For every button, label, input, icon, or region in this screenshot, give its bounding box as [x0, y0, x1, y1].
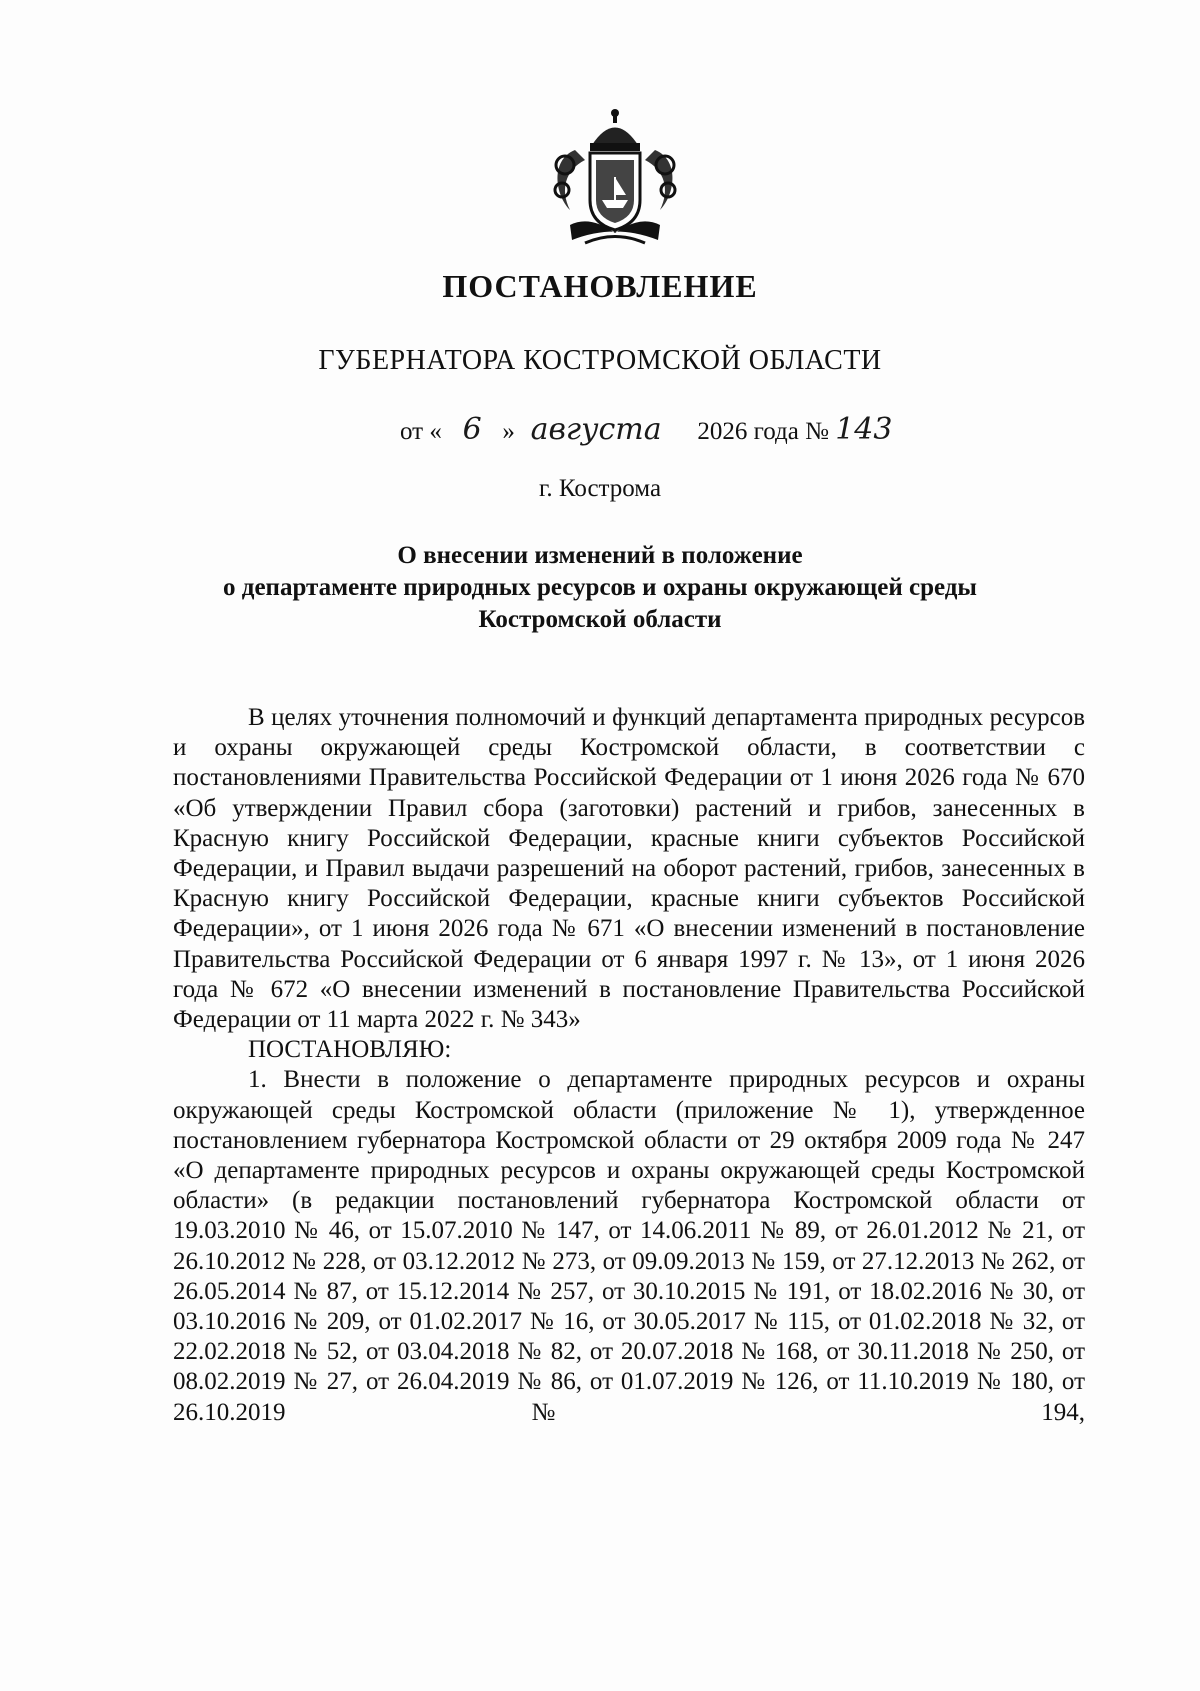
date-line [400, 412, 892, 447]
document-title: ПОСТАНОВЛЕНИЕ [442, 268, 758, 304]
item-1-paragraph: 1. Внести в положение о департаменте природных ресурсов и охраны окружающей среды Костромской области (приложение № 1), утвержденное постановлением губернатора Костромской области от 29 октября 2009 года № 247 «О департаменте природных ресурсов и охраны окружающей среды Костромской области» (в редакции постановлений губернатора Костромской области от 19.03.2010 № 46, от 15.07.2010 № 147, от 14.06.2011 № 89, от 26.01.2012 № 21, от 26.10.2012 № 228, от 03.12.2012 № 273, от 09.09.2013 № 159, от 27.12.2013 № 262, от 26.05.2014 № 87, от 15.12.2014 № 257, от 30.10.2015 № 191, от 18.02.2016 № 30, от 03.10.2016 № 209, от 01.02.2017 № 16, от 30.05.2017 № 115, от 01.02.2018 № 32, от 22.02.2018 № 52, от 03.04.2018 № 82, от 20.07.2018 № 168, от 30.11.2018 № 250, от 08.02.2019 № 27, от 26.04.2019 № 86, от 01.07.2019 № 126, от 11.10.2019 № 180, от 26.10.2019 № 194, [173, 1066, 1085, 1426]
decree-word: ПОСТАНОВЛЯЮ: [248, 1036, 452, 1064]
coat-of-arms-emblem [540, 105, 690, 255]
date-mid: » [502, 418, 515, 445]
issuer-subtitle: ГУБЕРНАТОРА КОСТРОМСКОЙ ОБЛАСТИ [318, 345, 882, 376]
heading-line-3: Костромской области [478, 606, 722, 633]
heading-line-1: О внесении изменений в положение [397, 542, 803, 569]
coat-of-arms-icon [540, 105, 690, 255]
document-body [173, 703, 1085, 1428]
date-year: 2026 года № [697, 418, 829, 445]
document-heading [150, 540, 1050, 636]
date-prefix: от « [400, 418, 442, 445]
preamble-paragraph: В целях уточнения полномочий и функций департамента природных ресурсов и охраны окружающей среды Костромской области, в соответствии с постановлениями Правительства Российской Федерации от 1 июня 2026 года № 670 «Об утверждении Правил сбора (заготовки) растений и грибов, занесенных в Красную книгу Российской Федерации, красные книги субъектов Российской Федерации, и Правил выдачи разрешений на оборот растений, грибов, занесенных в Красную книгу Российской Федерации, красные книги субъектов Российской Федерации», от 1 июня 2026 года № 671 «О внесении изменений в постановление Правительства Российской Федерации от 6 января 1997 г. № 13», от 1 июня 2026 года № 672 «О внесении изменений в постановление Правительства Российской Федерации от 11 марта 2022 г. № 343» [173, 704, 1085, 1034]
heading-line-2: о департаменте природных ресурсов и охраны окружающей среды [223, 574, 977, 601]
city-line: г. Кострома [538, 475, 662, 502]
document-number-handwritten: 143 [835, 412, 893, 447]
date-day-handwritten: 6 [462, 412, 482, 447]
date-month-handwritten: августа [530, 412, 662, 447]
